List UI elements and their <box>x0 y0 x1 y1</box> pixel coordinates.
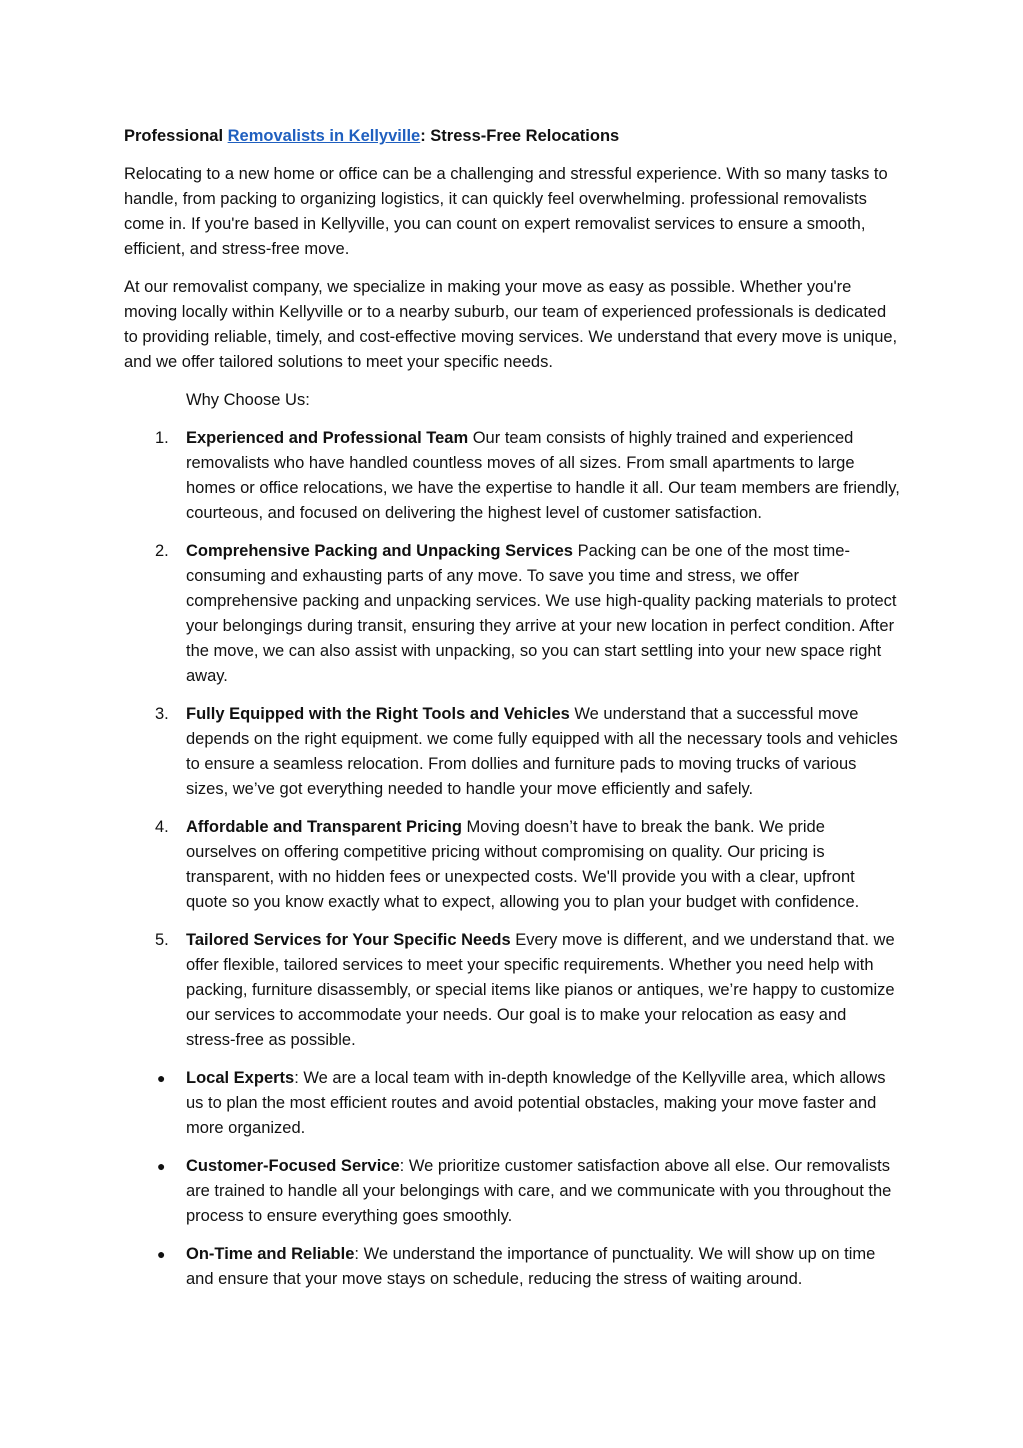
item-heading: Fully Equipped with the Right Tools and Vehicles <box>186 705 570 723</box>
bullet-item <box>124 1154 900 1229</box>
item-number: 4. <box>155 818 169 836</box>
item-text: We understand that a successful move depends on the right equipment. we come fully equipped with all the necessary tools and vehicles to ensure a seamless relocation. From dollies and furniture pads to moving trucks of various sizes, we’ve got everything needed to handle your move efficiently and safely. <box>186 705 898 798</box>
item-text: : We understand the importance of punctuality. We will show up on time and ensure that your move stays on schedule, reducing the stress of waiting around. <box>186 1245 876 1288</box>
item-heading: Local Experts <box>186 1069 295 1087</box>
item-text: : We are a local team with in-depth knowledge of the Kellyville area, which allows us to plan the most efficient routes and avoid potential obstacles, making your move faster and more organized. <box>186 1069 886 1137</box>
removalists-kellyville-link[interactable]: Removalists in Kellyville <box>227 127 421 145</box>
numbered-item <box>124 928 900 1053</box>
intro-paragraph: Relocating to a new home or office can be a challenging and stressful experience. With so many tasks to handle, from packing to organizing logistics, it can quickly feel overwhelming. professional removalists come in. If you're based in Kellyville, you can count on expert removalist services to ensure a smooth, efficient, and stress-free move. <box>124 165 888 258</box>
item-number: 3. <box>155 705 169 723</box>
why-choose-us-heading: Why Choose Us: <box>186 391 310 409</box>
title-suffix: : Stress-Free Relocations <box>420 127 620 145</box>
item-heading: Comprehensive Packing and Unpacking Services <box>186 542 573 560</box>
item-heading: Tailored Services for Your Specific Needs <box>186 931 511 949</box>
item-text: Packing can be one of the most time-consuming and exhausting parts of any move. To save you time and stress, we offer comprehensive packing and unpacking services. We use high-quality packing materials to protect your belongings during transit, ensuring they arrive at your new location in perfect condition. After the move, we can also assist with unpacking, so you can start settling into your new space right away. <box>186 542 897 685</box>
item-text: Every move is different, and we understand that. we offer flexible, tailored services to meet your specific requirements. Whether you need help with packing, furniture disassembly, or special items like pianos or antiques, we’re happy to customize our services to accommodate your needs. Our goal is to make your relocation as easy and stress-free as possible. <box>186 931 895 1049</box>
document-title <box>124 124 900 149</box>
document-page <box>124 124 900 1305</box>
item-heading: Experienced and Professional Team <box>186 429 469 447</box>
bullet-item <box>124 1242 900 1292</box>
numbered-item <box>124 815 900 915</box>
item-number: 2. <box>155 542 169 560</box>
bullet-icon: ● <box>157 1246 166 1262</box>
company-paragraph: At our removalist company, we specialize in making your move as easy as possible. Whether you're moving locally within Kellyville or to a nearby suburb, our team of experienced professionals is dedicated to providing reliable, timely, and cost-effective moving services. We understand that every move is unique, and we offer tailored solutions to meet your specific needs. <box>124 278 898 371</box>
item-number: 1. <box>155 429 169 447</box>
item-text: Our team consists of highly trained and experienced removalists who have handled countless moves of all sizes. From small apartments to large homes or office relocations, we have the expertise to handle it all. Our team members are friendly, courteous, and focused on delivering the highest level of customer satisfaction. <box>186 429 900 522</box>
item-text: : We prioritize customer satisfaction above all else. Our removalists are trained to handle all your belongings with care, and we communicate with you throughout the process to ensure everything goes smoothly. <box>186 1157 892 1225</box>
numbered-item <box>124 426 900 526</box>
item-text: Moving doesn’t have to break the bank. We pride ourselves on offering competitive pricing without compromising on quality. Our pricing is transparent, with no hidden fees or unexpected costs. We'll provide you with a clear, upfront quote so you know exactly what to expect, allowing you to plan your budget with confidence. <box>186 818 860 911</box>
bullet-item <box>124 1066 900 1141</box>
numbered-item <box>124 702 900 802</box>
bullet-icon: ● <box>157 1158 166 1174</box>
item-heading: Affordable and Transparent Pricing <box>186 818 462 836</box>
bullet-icon: ● <box>157 1070 166 1086</box>
item-heading: Customer-Focused Service <box>186 1157 400 1175</box>
title-prefix: Professional <box>124 127 228 145</box>
numbered-item <box>124 539 900 689</box>
item-number: 5. <box>155 931 169 949</box>
item-heading: On-Time and Reliable <box>186 1245 355 1263</box>
